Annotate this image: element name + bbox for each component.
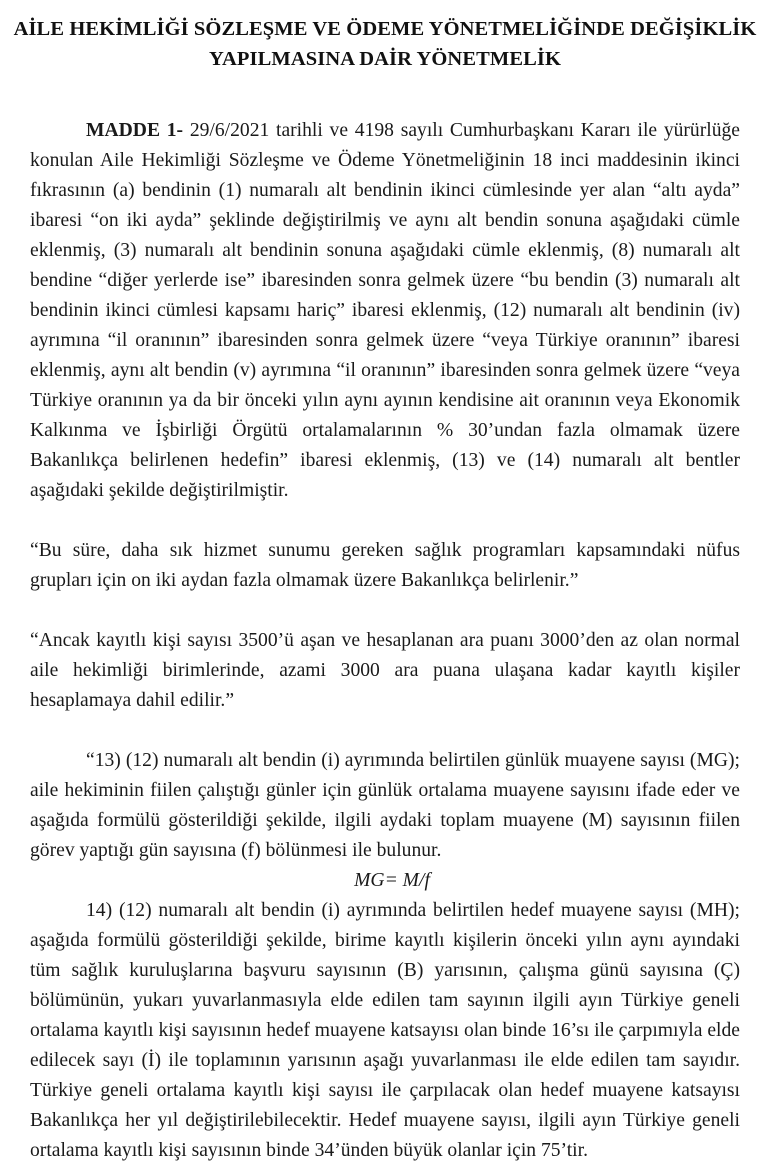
paragraph-quoted-registration: “Ancak kayıtlı kişi sayısı 3500’ü aşan ve hesaplanan ara puanı 3000’den az olan normal aile hekimliği birimlerinde, azami 3000 ara puana ulaşana kadar kayıtlı kişiler hesaplamaya dahil edilir.”	[30, 630, 740, 711]
paragraph-article-1	[30, 116, 740, 506]
page-title-line-2: YAPILMASINA DAİR YÖNETMELİK	[208, 48, 561, 70]
paragraph-item-14: 14) (12) numaralı alt bendin (i) ayrımında belirtilen hedef muayene sayısı (MH); aşağıda formülü gösterildiği şekilde, birime kayıtlı kişilerin önceki yılın aynı ayındaki tüm sağlık kuruluşlarına başvuru sayısının (B) yarısının, çalışma günü sayısına (Ç) bölümünün, yukarı yuvarlanmasıyla elde edilen tam sayının ilgili ayın Türkiye geneli ortalama kayıtlı kişi sayısının hedef muayene katsayısı olan binde 16’sı ile çarpımıyla elde edilecek sayı (İ) ile toplamının yarısının aşağı yuvarlanması ile elde edilen tam sayıdır. Türkiye geneli ortalama kayıtlı kişi sayısı ile çarpılacak olan hedef muayene katsayısı Bakanlıkça her yıl değiştirilebilecektir. Hedef muayene sayısı, ilgili ayın Türkiye geneli ortalama kayıtlı kişi sayısının binde 34’ünden büyük olanlar için 75’tir.	[30, 900, 740, 1161]
paragraph-spacer-1	[30, 506, 740, 536]
article-label: MADDE 1-	[86, 120, 184, 141]
document-body	[0, 116, 770, 1166]
article-1-text: 29/6/2021 tarihli ve 4198 sayılı Cumhurbaşkanı Kararı ile yürürlüğe konulan Aile Hekimliği Sözleşme ve Ödeme Yönetmeliğinin 18 inci maddesinin ikinci fıkrasının (a) bendinin (1) numaralı alt bendinin ikinci cümlesinde yer alan “altı ayda” ibaresi “on iki ayda” şeklinde değiştirilmiş ve aynı alt bendin sonuna aşağıdaki cümle eklenmiş, (3) numaralı alt bendinin sonuna aşağıdaki cümle eklenmiş, (8) numaralı alt bendine “diğer yerlerde ise” ibaresinden sonra gelmek üzere “bu bendin (3) numaralı alt bendinin ikinci cümlesi kapsamı hariç” ibaresi eklenmiş, (12) numaralı alt bendinin (iv) ayrımına “il oranının” ibaresinden sonra gelmek üzere “veya Türkiye oranının” ibaresi eklenmiş, aynı alt bendin (v) ayrımına “il oranının” ibaresinden sonra gelmek üzere “veya Türkiye oranının ya da bir önceki yılın aynı ayının kendisine ait oranının veya Ekonomik Kalkınma ve İşbirliği Örgütü ortalamalarının % 30’undan fazla olmamak üzere Bakanlıkça belirlenen hedefin” ibaresi eklenmiş, (13) ve (14) numaralı alt bentler aşağıdaki şekilde değiştirilmiştir.	[30, 120, 740, 501]
paragraph-item-13: “13) (12) numaralı alt bendin (i) ayrımında belirtilen günlük muayene sayısı (MG); aile hekiminin fiilen çalıştığı günler için günlük ortalama muayene sayısını ifade eder ve aşağıda formülü gösterildiği şekilde, ilgili aydaki toplam muayene (M) sayısının fiilen görev yaptığı gün sayısına (f) bölünmesi ile bulunur.	[30, 750, 740, 861]
paragraph-spacer-2	[30, 596, 740, 626]
page-title	[0, 0, 770, 74]
page-title-line-1: AİLE HEKİMLİĞİ SÖZLEŞME VE ÖDEME YÖNETMELİĞİNDE DEĞİŞİKLİK	[13, 18, 757, 40]
formula-mg: MG= M/f	[354, 870, 430, 891]
paragraph-spacer-3	[30, 716, 740, 746]
paragraph-quoted-duration: “Bu süre, daha sık hizmet sunumu gereken sağlık programları kapsamındaki nüfus grupları için on iki aydan fazla olmamak üzere Bakanlıkça belirlenir.”	[30, 540, 740, 591]
title-body-spacer	[0, 74, 770, 116]
